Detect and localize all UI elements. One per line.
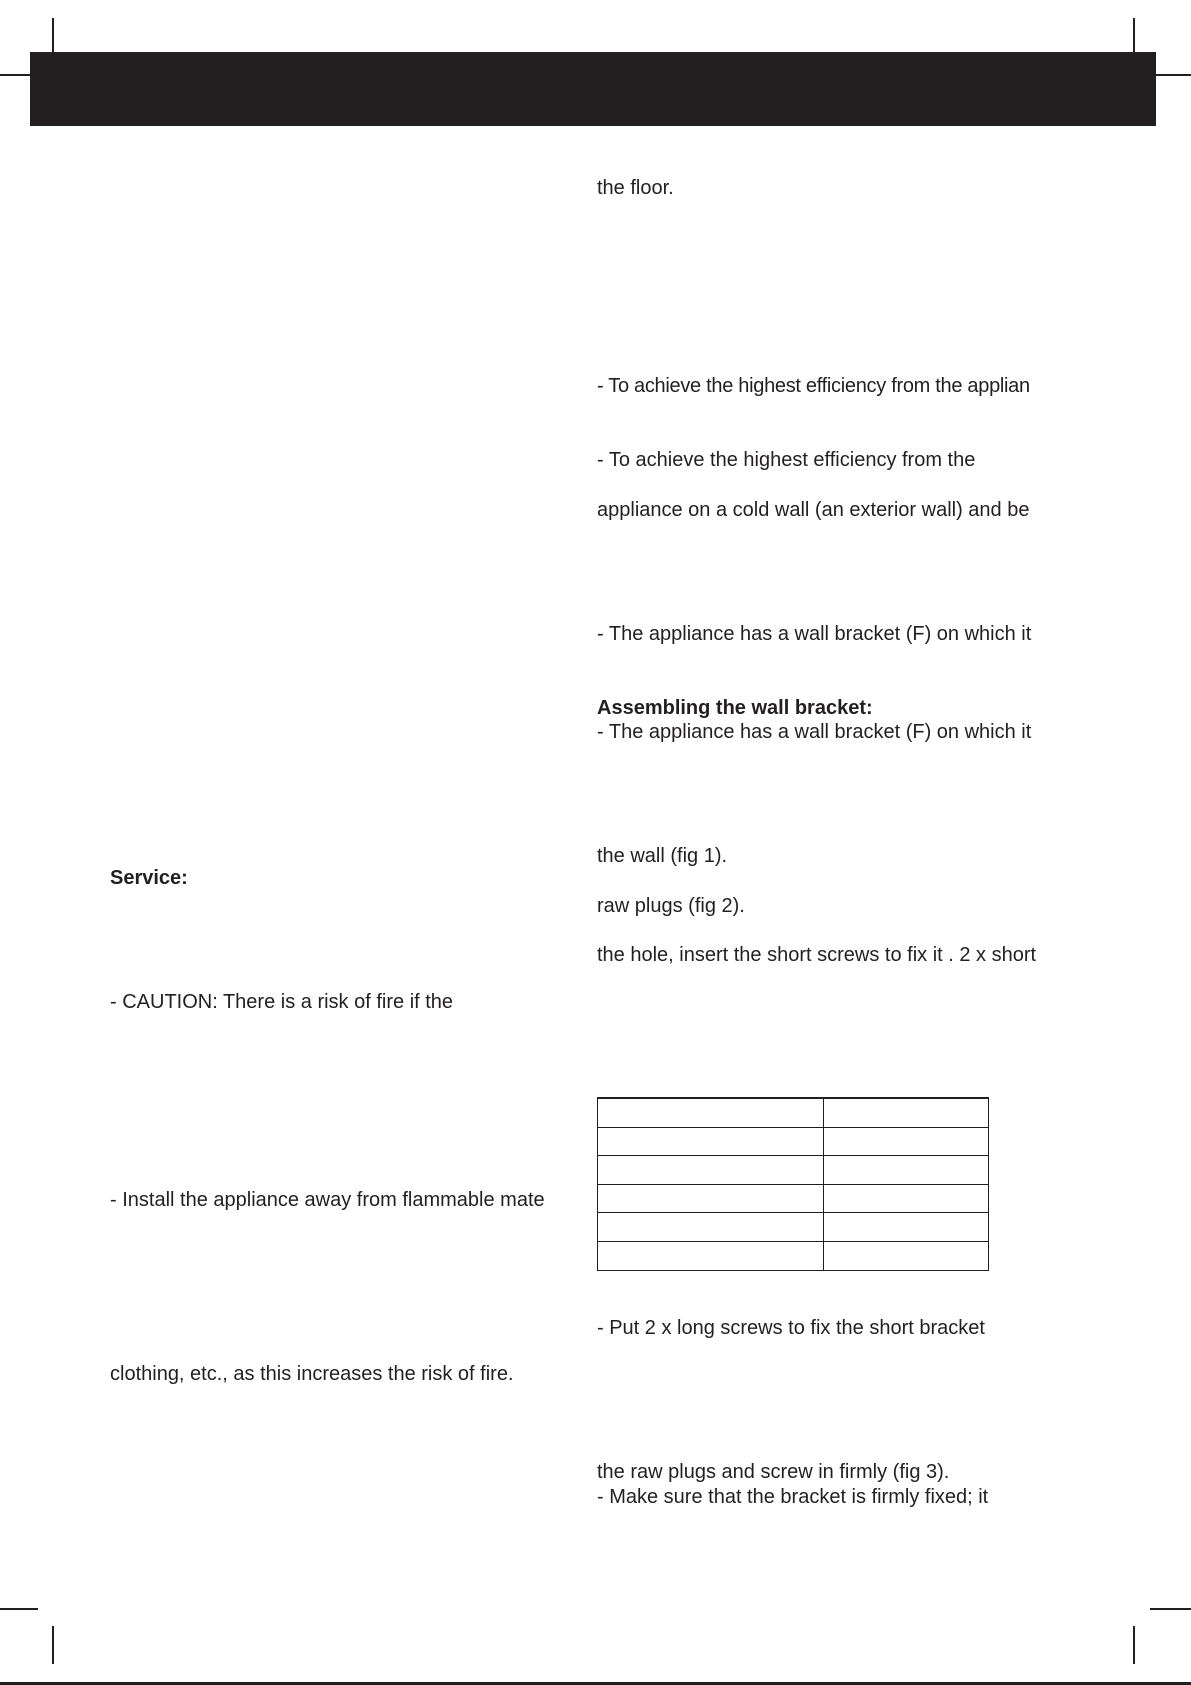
- table-cell: [824, 1156, 989, 1185]
- efficiency-line-1: - To achieve the highest efficiency from the applian: [597, 375, 1030, 397]
- crop-mark-bottom-right-vertical: [1133, 1626, 1135, 1664]
- spec-table: [597, 1097, 989, 1271]
- table-cell: [824, 1127, 989, 1156]
- table-cell: [824, 1241, 989, 1270]
- table-cell: [598, 1127, 824, 1156]
- table-row: [598, 1184, 989, 1213]
- table-cell: [824, 1184, 989, 1213]
- bracket-line-2: - The appliance has a wall bracket (F) on which it: [597, 721, 1032, 743]
- table-cell: [598, 1098, 824, 1127]
- table-row: [598, 1127, 989, 1156]
- table-row: [598, 1213, 989, 1242]
- install-line: - Install the appliance away from flammable mate: [110, 1189, 545, 1211]
- crop-mark-bottom-right-horizontal: [1150, 1608, 1191, 1610]
- floor-line: the floor.: [597, 177, 674, 199]
- table-cell: [598, 1184, 824, 1213]
- crop-mark-top-right-horizontal: [1150, 74, 1191, 76]
- assembling-heading: Assembling the wall bracket:: [597, 697, 873, 719]
- table-row: [598, 1241, 989, 1270]
- efficiency-line-2: - To achieve the highest efficiency from the: [597, 449, 976, 471]
- wall-fig1-line: the wall (fig 1).: [597, 845, 728, 867]
- long-screws-line: - Put 2 x long screws to fix the short bracket: [597, 1317, 985, 1339]
- table-cell: [598, 1156, 824, 1185]
- header-bar: [30, 52, 1156, 126]
- caution-line: - CAUTION: There is a risk of fire if the: [110, 991, 454, 1013]
- cold-wall-line: appliance on a cold wall (an exterior wall) and be: [597, 499, 1030, 521]
- crop-mark-bottom-left-vertical: [52, 1626, 54, 1664]
- firmly-fixed-line: - Make sure that the bracket is firmly fixed; it: [597, 1486, 989, 1508]
- table-cell: [598, 1241, 824, 1270]
- table-cell: [598, 1213, 824, 1242]
- table-row: [598, 1156, 989, 1185]
- raw-plugs-fig2-line: raw plugs (fig 2).: [597, 895, 745, 917]
- table-row: [598, 1098, 989, 1127]
- table-cell: [824, 1098, 989, 1127]
- service-heading: Service:: [110, 867, 188, 889]
- hole-line: the hole, insert the short screws to fix it . 2 x short: [597, 944, 1037, 966]
- clothing-line: clothing, etc., as this increases the risk of fire.: [110, 1363, 514, 1385]
- bracket-line-1: - The appliance has a wall bracket (F) on which it: [597, 623, 1032, 645]
- table-cell: [824, 1213, 989, 1242]
- crop-mark-bottom-left-horizontal: [0, 1608, 38, 1610]
- raw-plugs-fig3-line: the raw plugs and screw in firmly (fig 3).: [597, 1461, 950, 1483]
